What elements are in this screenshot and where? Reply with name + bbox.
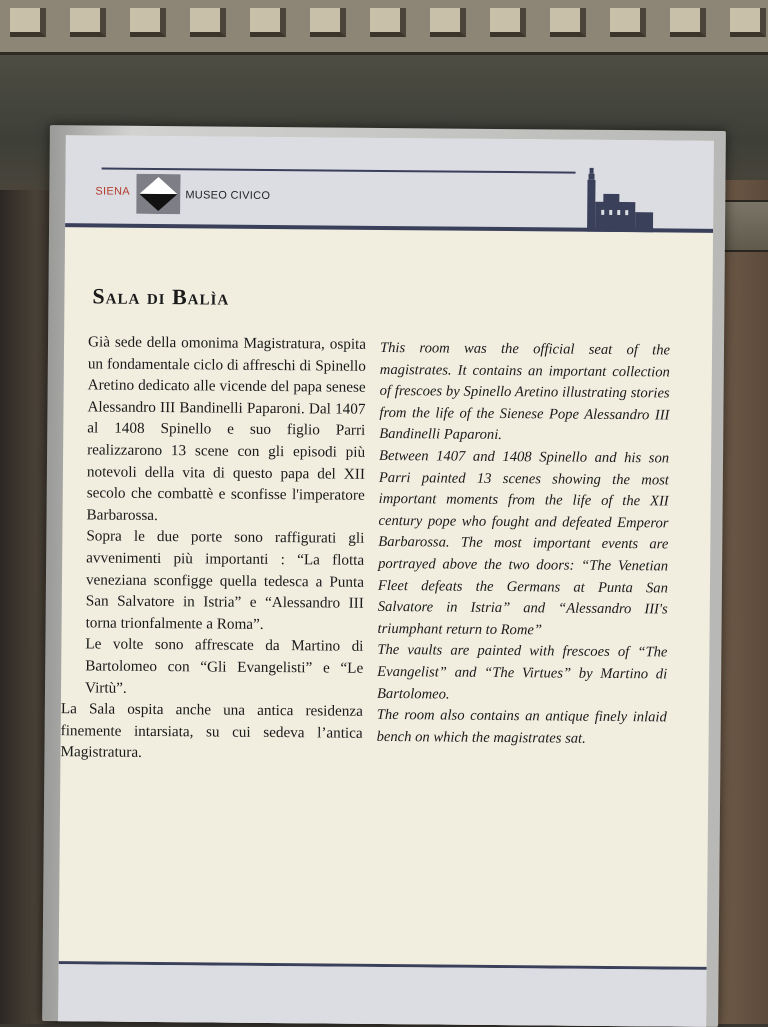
city-label: SIENA xyxy=(95,185,130,198)
torre-del-mangia-icon xyxy=(583,168,654,233)
dentil-block xyxy=(670,8,706,37)
dentil-block xyxy=(730,8,766,37)
italian-paragraph: Sopra le due porte sono raffigurati gli avvenimenti più importanti : “La flotta veneziana sconfigge quella tedesca a Punta San Salvatore in Istria” e “Alessandro III torna trionfalmente a Roma”. xyxy=(85,527,365,633)
dentil-block xyxy=(550,8,586,37)
dentil-block xyxy=(430,8,466,37)
museum-logo-icon xyxy=(136,174,180,214)
dentil-block xyxy=(310,8,346,37)
dentil-block xyxy=(370,8,406,37)
dentil-block xyxy=(610,8,646,37)
room-title: Sala di Balìa xyxy=(92,283,230,310)
english-text xyxy=(377,338,671,751)
english-paragraph: The vaults are painted with frescoes of “The Evangelist” and “The Virtues” by Martino di Bartolomeo. xyxy=(376,642,668,703)
english-paragraph: Between 1407 and 1408 Spinello and his son Parri painted 13 scenes showing the most important moments from the life of the XII century pope who fought and defeated Emperor Barbarossa. The most important events are portrayed above the two doors: “The Venetian Fleet defeats the Germans at Punta San Salvatore in Istria” and “Alessandro III's triumphant return to Rome” xyxy=(377,447,670,639)
museum-name: MUSEO CIVICO xyxy=(185,189,271,202)
dentil-block xyxy=(490,8,526,37)
header-rule xyxy=(102,168,576,174)
english-paragraph: The room also contains an antique finely inlaid bench on which the magistrates sat. xyxy=(376,707,667,747)
italian-paragraph: Già sede della omonima Magistratura, ospita un fondamentale ciclo di affreschi di Spinello Aretino dedicato alle vicende del papa senese Alessandro III Bandinelli Paparoni. Dal 1407 al 1408 Spinello e suo figlio Parri realizzarono 13 scene con gli episodi più notevoli della vita di questo papa del XII secolo che combattè e sconfisse l'imperatore Barbarossa. xyxy=(86,333,367,524)
dentil-block xyxy=(130,8,166,37)
sign-footer xyxy=(58,964,706,1027)
italian-paragraph: Le volte sono affrescate da Martino di Bartolomeo con “Gli Evangelisti” e “Le Virtù”. xyxy=(84,635,364,697)
italian-paragraph: La Sala ospita anche una antica residenza finemente intarsiata, su cui sedeva l’antica Magistratura. xyxy=(60,700,363,762)
sign-header xyxy=(65,135,714,233)
italian-text xyxy=(60,331,366,765)
english-paragraph: This room was the official seat of the magistrates. It contains an important collection of frescoes by Spinello Aretino illustrating stories from the life of the Sienese Pope Alessandro III Bandinelli Paparoni. xyxy=(379,339,671,444)
dentil-block xyxy=(190,8,226,37)
information-sign xyxy=(58,135,714,1027)
dentil-cornice xyxy=(0,0,768,55)
dentil-block xyxy=(10,8,46,37)
dentil-block xyxy=(250,8,286,37)
dentil-block xyxy=(70,8,106,37)
